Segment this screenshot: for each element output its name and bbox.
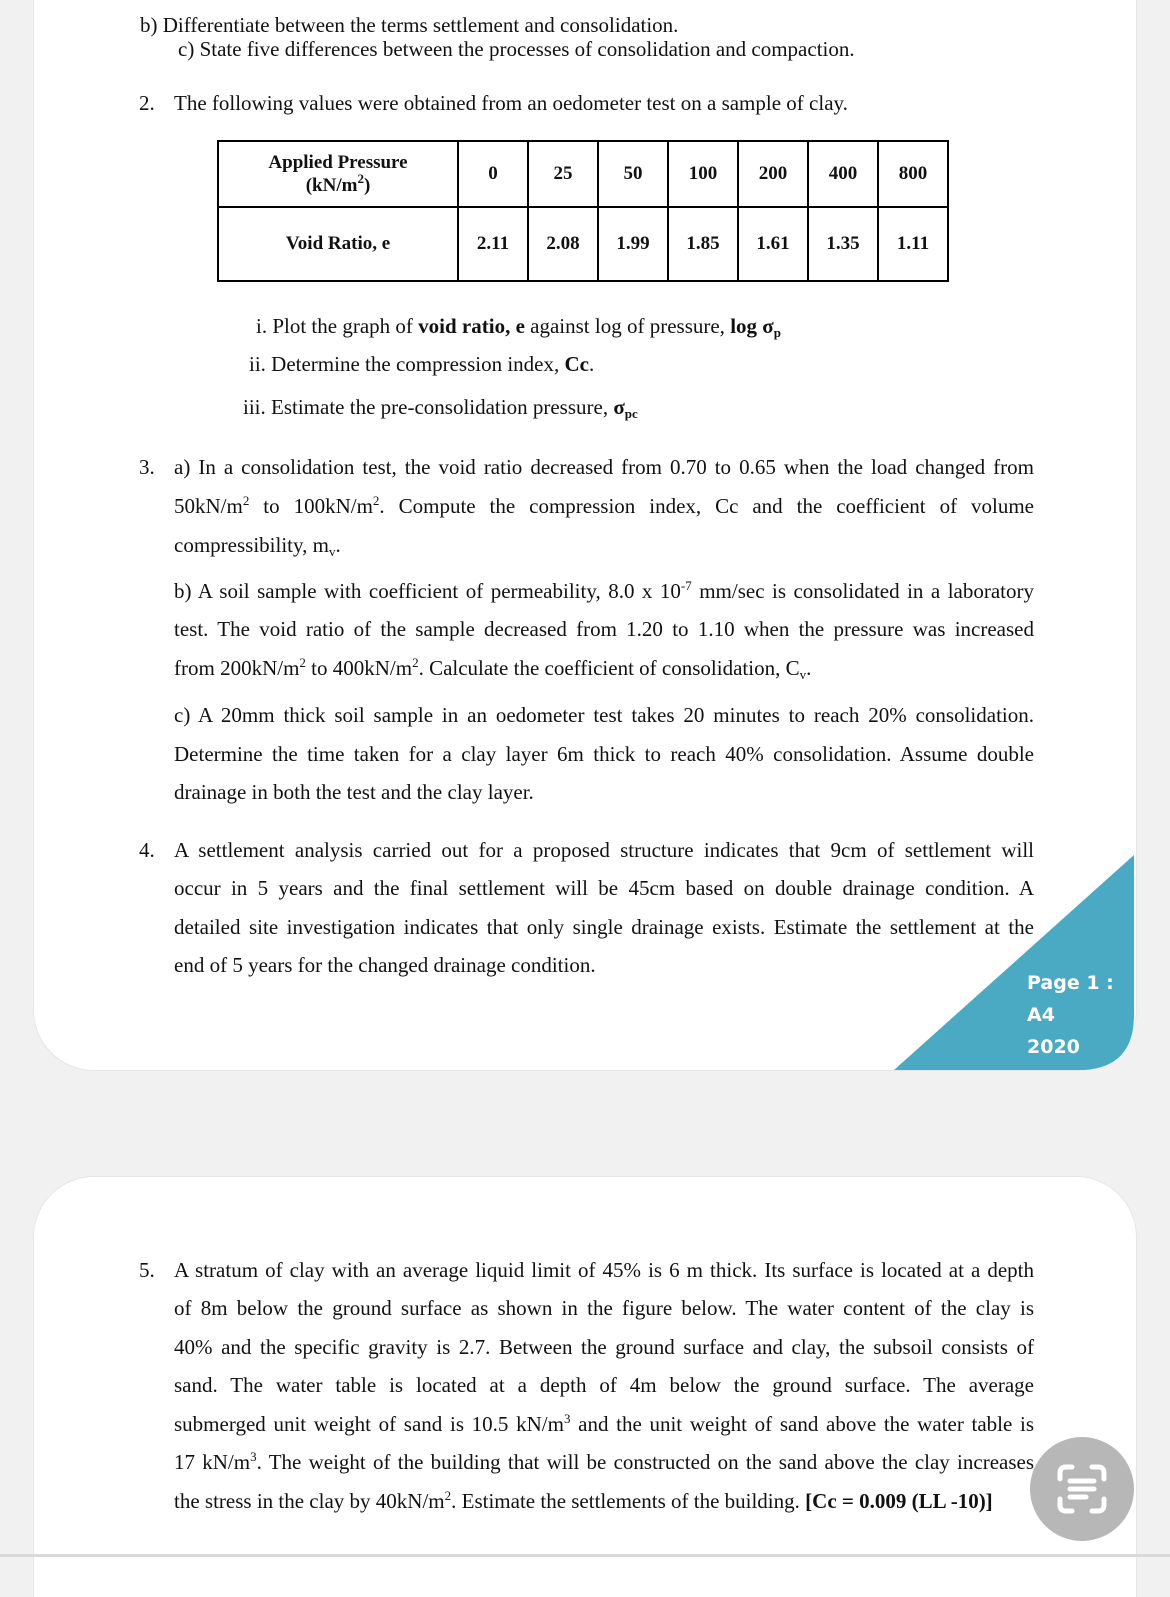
page-badge-year: 2020 bbox=[1027, 1036, 1080, 1058]
q2-number: 2. bbox=[139, 91, 155, 115]
table-header-pressure: Applied Pressure $(kN/m^2)$ bbox=[218, 141, 458, 207]
q3-a-line2: $50kN/m^2$ to $100kN/m^2$. Compute the compression index, Cc and the coefficient of volume bbox=[174, 493, 1034, 518]
q3-c-line2: Determine the time taken for a clay layer 6m thick to reach 40% consolidation. Assume double bbox=[174, 742, 1034, 766]
bottom-divider bbox=[0, 1554, 1170, 1557]
q3-a-line1: a) In a consolidation test, the void ratio decreased from 0.70 to 0.65 when the load changed from bbox=[174, 455, 1034, 479]
q4-number: 4. bbox=[139, 838, 155, 862]
q5-line5: submerged unit weight of sand is 10.5 $kN/m^3$ and the unit weight of sand above the water table is bbox=[174, 1411, 1034, 1436]
table-row-void-ratio bbox=[218, 207, 948, 281]
q3-c-line1: c) A 20mm thick soil sample in an oedometer test takes 20 minutes to reach 20% consolidation. bbox=[174, 703, 1034, 727]
table-cell: 200 bbox=[738, 141, 808, 207]
q1-b-cut-text: b) Differentiate between the terms settlement and consolidation. bbox=[140, 13, 679, 37]
table-row-pressure bbox=[218, 141, 948, 207]
q3-number: 3. bbox=[139, 455, 155, 479]
q4-line1: A settlement analysis carried out for a proposed structure indicates that 9cm of settlement will bbox=[174, 838, 1034, 862]
q2-intro: The following values were obtained from an oedometer test on a sample of clay. bbox=[174, 91, 848, 115]
table-cell: 50 bbox=[598, 141, 668, 207]
table-cell: 25 bbox=[528, 141, 598, 207]
q4-line4: end of 5 years for the changed drainage condition. bbox=[174, 953, 596, 977]
table-cell: 100 bbox=[668, 141, 738, 207]
table-cell: 2.11 bbox=[458, 207, 528, 281]
q2-part-iii: iii. Estimate the pre-consolidation pressure, $\sigma_{pc}$ bbox=[243, 395, 638, 421]
q5-number: 5. bbox=[139, 1258, 155, 1282]
q3-b-line2: test. The void ratio of the sample decreased from 1.20 to 1.10 when the pressure was increased bbox=[174, 617, 1034, 641]
table-cell: 800 bbox=[878, 141, 948, 207]
table-cell: 2.08 bbox=[528, 207, 598, 281]
q2-part-ii: ii. Determine the compression index, Cc. bbox=[249, 352, 595, 376]
scan-text-icon bbox=[1030, 1437, 1134, 1541]
q5-line2: of 8m below the ground surface as shown in the figure below. The water content of the clay is bbox=[174, 1296, 1034, 1320]
q5-line4: sand. The water table is located at a depth of 4m below the ground surface. The average bbox=[174, 1373, 1034, 1397]
table-header-void-ratio: Void Ratio, e bbox=[218, 207, 458, 281]
q3-a-line3: compressibility, $m_v$. bbox=[174, 533, 341, 559]
page-badge-triangle bbox=[894, 855, 1134, 1070]
q4-line3: detailed site investigation indicates that only single drainage exists. Estimate the settlement at the bbox=[174, 915, 1034, 939]
q1-c-text: c) State five differences between the processes of consolidation and compaction. bbox=[178, 37, 855, 61]
q5-line3: 40% and the specific gravity is 2.7. Between the ground surface and clay, the subsoil consists of bbox=[174, 1335, 1034, 1359]
table-cell: 400 bbox=[808, 141, 878, 207]
q3-b-line3: from $200kN/m^2$ to $400kN/m^2$. Calculate the coefficient of consolidation, $C_v$. bbox=[174, 655, 812, 682]
table-cell: 1.61 bbox=[738, 207, 808, 281]
q5-line6: 17 $kN/m^3$. The weight of the building that will be constructed on the sand above the clay increases bbox=[174, 1449, 1034, 1474]
q3-b-line1: b) A soil sample with coefficient of permeability, 8.0 x $10^{-7}$ mm/sec is consolidated in a laboratory bbox=[174, 578, 1034, 603]
page-badge-page: Page 1 : bbox=[1027, 972, 1114, 994]
scan-text-button[interactable] bbox=[1030, 1437, 1134, 1541]
page-badge-size: A4 bbox=[1027, 1004, 1055, 1026]
q3-c-line3: drainage in both the test and the clay layer. bbox=[174, 780, 534, 804]
table-cell: 0 bbox=[458, 141, 528, 207]
q2-part-i: i. Plot the graph of void ratio, e against log of pressure, $\log \sigma_p$ bbox=[256, 314, 781, 340]
q4-line2: occur in 5 years and the final settlement will be 45cm based on double drainage condition. A bbox=[174, 876, 1034, 900]
table-cell: 1.11 bbox=[878, 207, 948, 281]
oedometer-table bbox=[217, 140, 949, 282]
table-cell: 1.99 bbox=[598, 207, 668, 281]
table-cell: 1.35 bbox=[808, 207, 878, 281]
q5-line7: the stress in the clay by $40kN/m^2$. Estimate the settlements of the building. [Cc = 0.009 (LL -10)] bbox=[174, 1488, 993, 1513]
q5-line1: A stratum of clay with an average liquid limit of 45% is 6 m thick. Its surface is located at a depth bbox=[174, 1258, 1034, 1282]
table-cell: 1.85 bbox=[668, 207, 738, 281]
